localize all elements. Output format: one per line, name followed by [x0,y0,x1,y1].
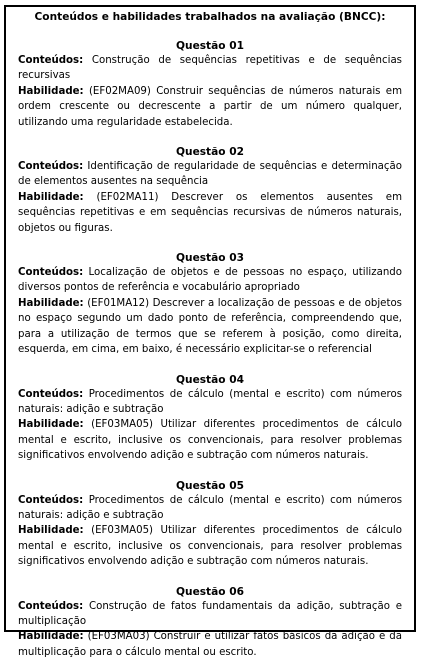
document-frame [4,5,416,658]
question-list [18,40,402,660]
content-line [18,387,402,418]
skill-text: (EF03MA05) Utilizar diferentes procedimentos de cálculo mental e escrito, inclusive os convencionais, para resolver problemas significativos envolvendo adição e subtração com números naturais. [18,419,402,462]
question-title: Questão 01 [176,40,244,52]
skill-text: (EF02MA11) Descrever os elementos ausentes em sequências repetitivas e em sequências recursivas de números naturais, objetos ou figuras. [18,191,402,234]
skill-line [18,629,402,660]
skill-line [18,523,402,569]
skill-label: Habilidade: [18,525,84,537]
skill-text: (EF03MA03) Construir e utilizar fatos básicos da adição e da multiplicação para o cálculo mental ou escrito. [18,631,402,658]
content-label: Conteúdos: [18,494,84,506]
question-block [18,252,402,357]
question-block [18,374,402,464]
question-title: Questão 03 [176,252,244,265]
content-text: Procedimentos de cálculo (mental e escrito) com números naturais: adição e subtração [18,388,402,415]
question-title: Questão 04 [176,373,244,386]
skill-label: Habilidade: [18,191,84,203]
question-block [18,480,402,570]
content-line [18,599,402,630]
content-text: Construção de fatos fundamentais da adição, subtração e multiplicação [18,600,402,627]
skill-text: (EF01MA12) Descrever a localização de pessoas e de objetos no espaço segundo um dado ponto de referência, compreendendo que, para a utilização de termos que se referem à posição, como direita, esquerda, em cima, em baixo, é necessário explicitar-se o referencial [18,297,402,356]
question-title: Questão 02 [176,146,244,159]
content-label: Conteúdos: [18,267,84,279]
skill-line [18,190,402,236]
question-title: Questão 06 [176,585,244,598]
content-line [18,265,402,296]
content-line [18,493,402,524]
skill-text: (EF02MA09) Construir sequências de números naturais em ordem crescente ou decrescente a partir de um número qualquer, utilizando uma regularidade estabelecida. [18,85,402,128]
skill-label: Habilidade: [18,419,84,431]
content-text: Localização de objetos e de pessoas no espaço, utilizando diversos pontos de referência e vocabulário apropriado [18,267,402,294]
content-label: Conteúdos: [18,161,84,173]
question-block [18,146,402,236]
skill-text: (EF03MA05) Utilizar diferentes procedimentos de cálculo mental e escrito, inclusive os convencionais, para resolver problemas significativos envolvendo adição e subtração com números naturais. [18,525,402,568]
question-title: Questão 05 [176,479,244,492]
content-line [18,159,402,190]
skill-line [18,417,402,463]
skill-line [18,84,402,130]
skill-line [18,296,402,358]
document-title: Conteúdos e habilidades trabalhados na avaliação (BNCC): [34,11,386,23]
content-text: Identificação de regularidade de sequências e determinação de elementos ausentes na sequência [18,161,402,188]
content-label: Conteúdos: [18,388,84,400]
skill-label: Habilidade: [18,297,84,309]
skill-label: Habilidade: [18,85,84,97]
question-block [18,40,402,130]
content-label: Conteúdos: [18,600,84,612]
skill-label: Habilidade: [18,631,84,643]
content-text: Procedimentos de cálculo (mental e escrito) com números naturais: adição e subtração [18,494,402,521]
question-block [18,586,402,660]
content-line [18,53,402,84]
content-label: Conteúdos: [18,55,84,66]
content-text: Construção de sequências repetitivas e de sequências recursivas [18,55,402,82]
